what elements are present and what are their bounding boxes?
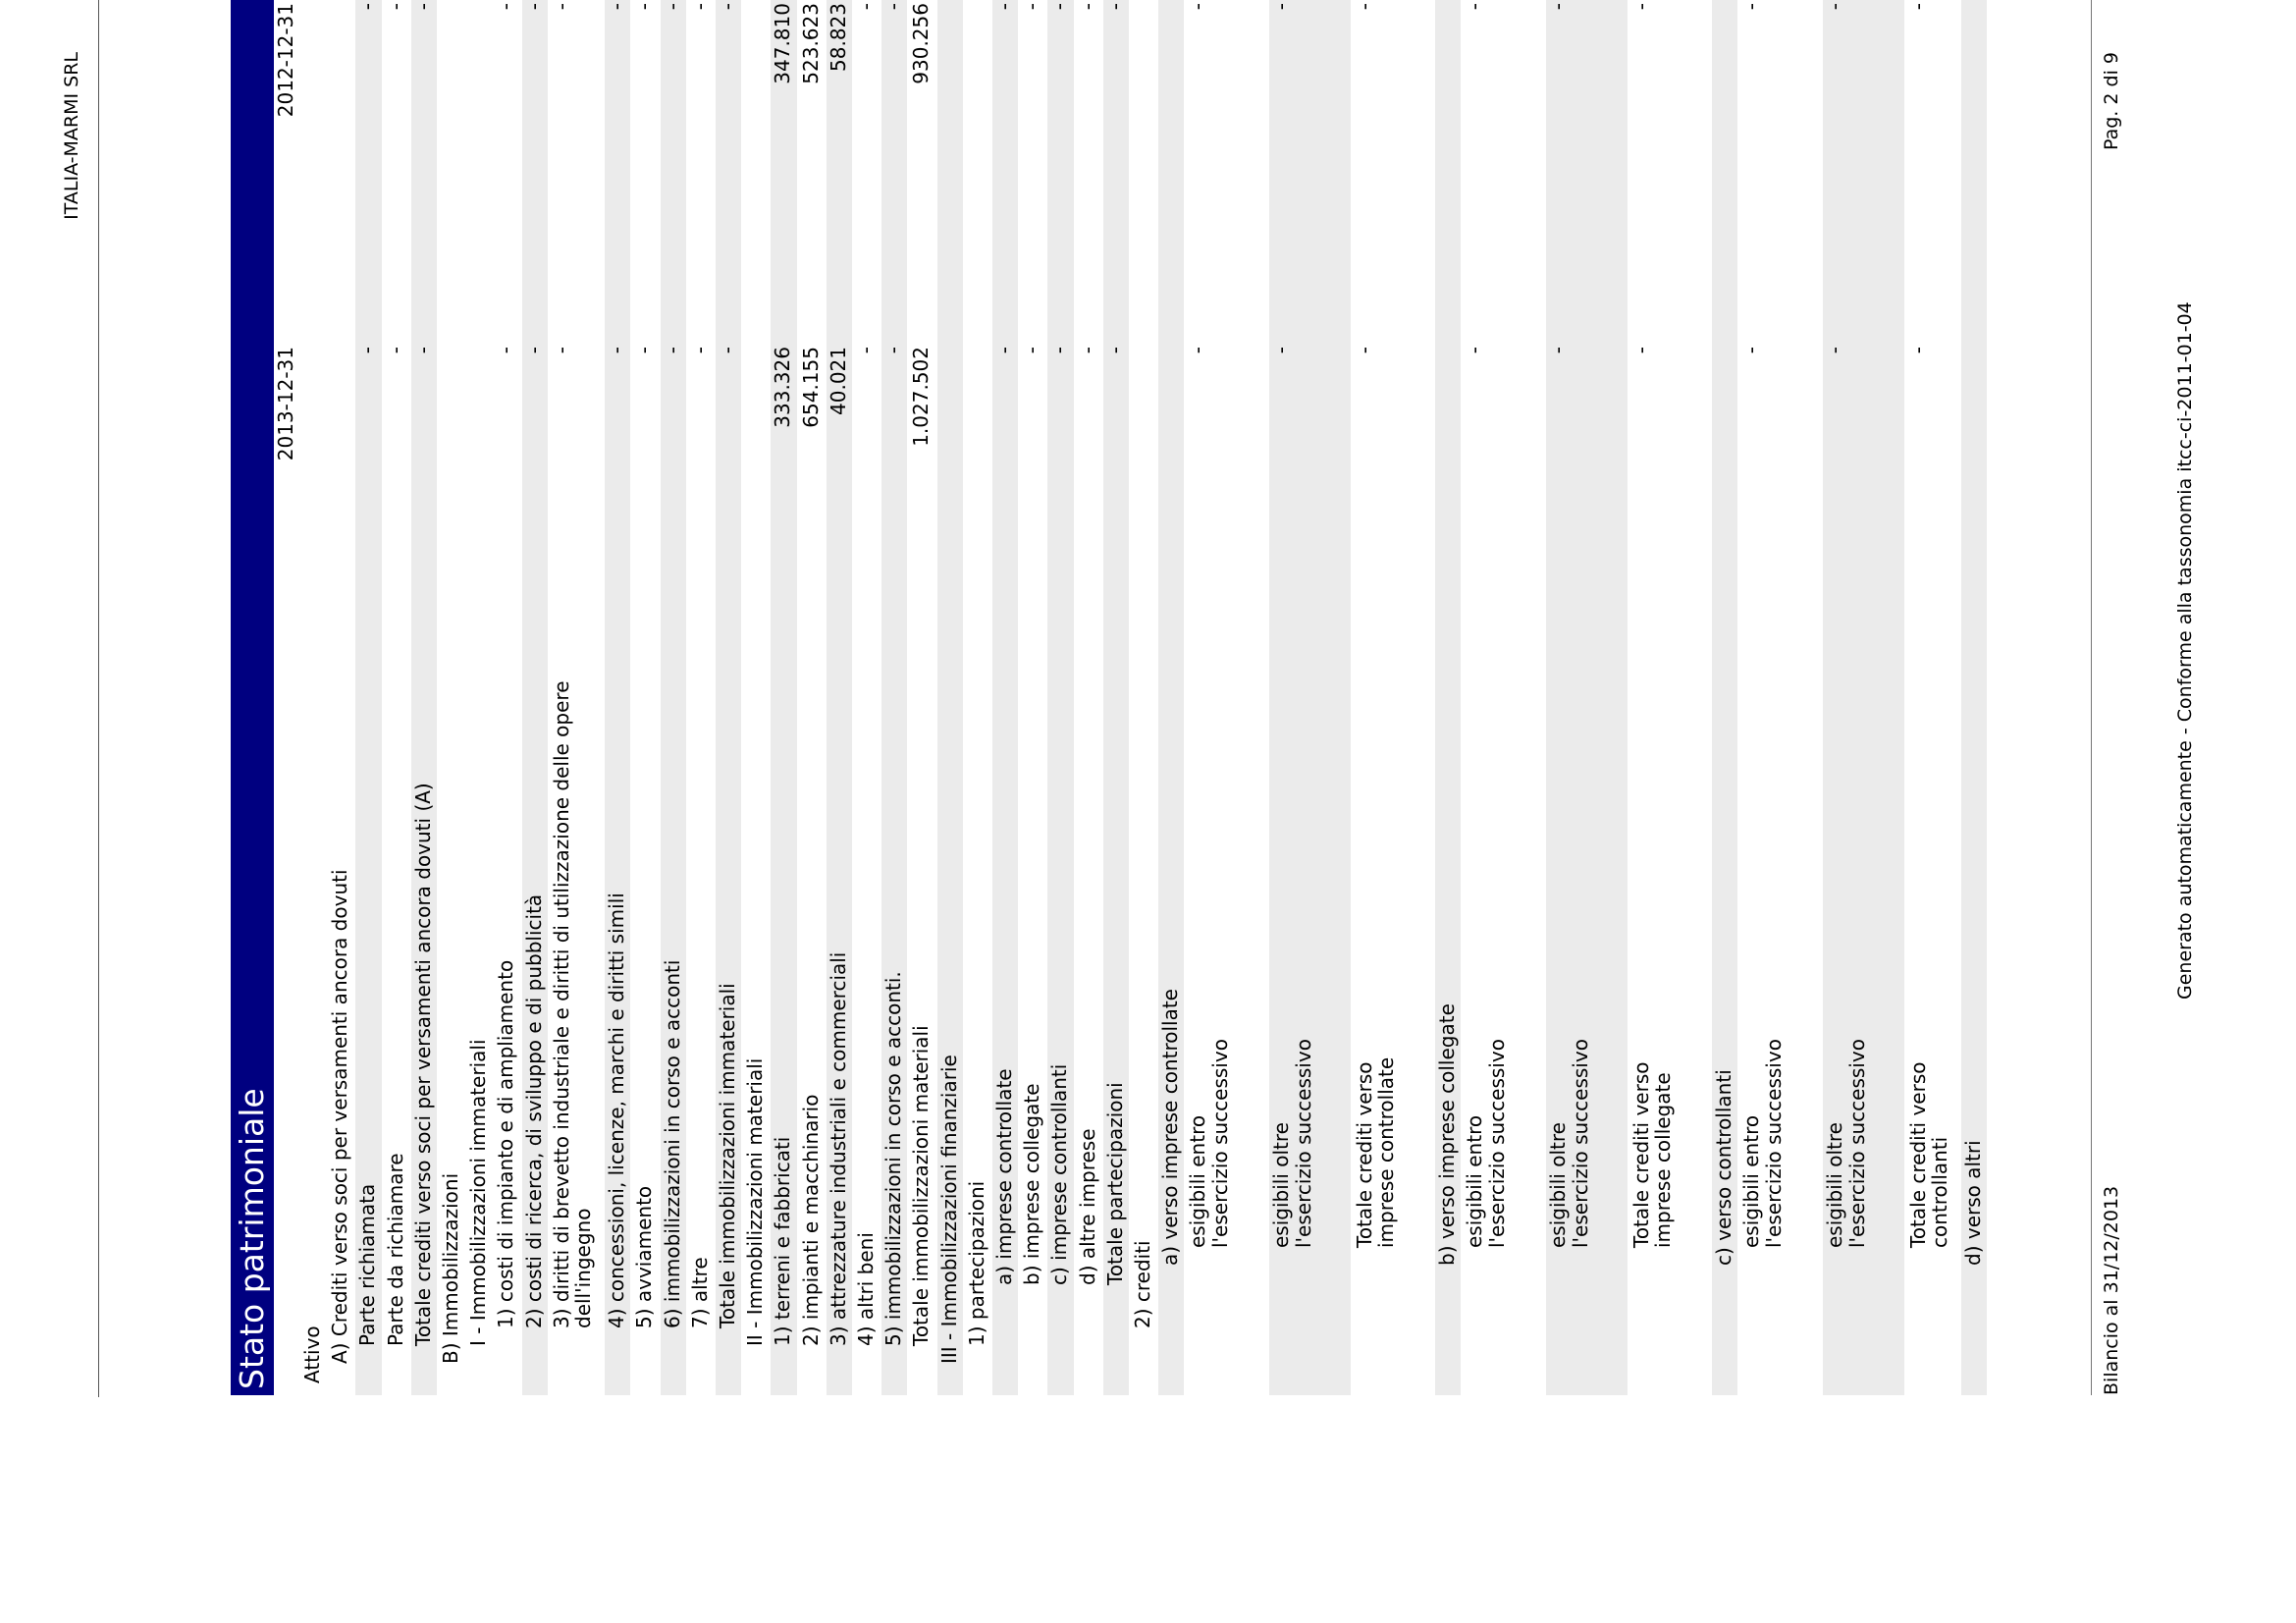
- row-value-2012: -: [632, 3, 657, 11]
- row-label: 7) altre: [687, 1257, 712, 1328]
- row-value-2013: -: [1352, 347, 1376, 354]
- row-value-2013: -: [687, 347, 712, 354]
- row-value-2013: 333.326: [771, 347, 795, 428]
- row-label: a) verso imprese controllate: [1158, 989, 1183, 1266]
- row-label: Totale crediti verso controllanti: [1905, 1061, 1952, 1248]
- row-value-2012: -: [549, 3, 573, 11]
- row-label: 2) costi di ricerca, di sviluppo e di pubblicità: [521, 893, 546, 1328]
- footer-rule: [2091, 0, 2092, 1395]
- row-value-2013: 654.155: [798, 347, 823, 428]
- row-label: Totale immobilizzazioni materiali: [909, 1025, 934, 1346]
- row-label: 4) altri beni: [854, 1232, 878, 1346]
- row-value-2013: -: [355, 347, 380, 354]
- section-title: Stato patrimoniale: [233, 1088, 271, 1389]
- row-value-2013: -: [1823, 347, 1846, 354]
- row-label: 5) avviamento: [632, 1185, 657, 1328]
- row-label: A) Crediti verso soci per versamenti ancora dovuti: [328, 869, 352, 1364]
- row-label: d) verso altri: [1961, 1140, 1985, 1266]
- row-value-2013: -: [716, 347, 739, 354]
- row-value-2012: -: [660, 3, 684, 11]
- row-value-2013: -: [660, 347, 684, 354]
- row-value-2013: -: [1905, 347, 1930, 354]
- row-value-2013: -: [992, 347, 1016, 354]
- row-label: 2) crediti: [1131, 1240, 1154, 1328]
- row-value-2012: -: [1629, 3, 1653, 11]
- row-label: a) imprese controllate: [992, 1068, 1016, 1285]
- row-label: Totale crediti verso imprese controllate: [1352, 1056, 1399, 1248]
- row-value-2012: -: [1546, 3, 1570, 11]
- row-label: Totale partecipazioni: [1102, 1082, 1127, 1285]
- row-value-2012: -: [1269, 3, 1293, 11]
- row-label: esigibili entro l'esercizio successivo: [1739, 1039, 1786, 1248]
- row-label: c) imprese controllanti: [1047, 1063, 1072, 1285]
- row-label: Attivo: [300, 1325, 324, 1383]
- row-value-2012: 58.823: [826, 3, 850, 72]
- row-label: II - Immobilizzazioni materiali: [743, 1057, 768, 1346]
- row-value-2012: -: [716, 3, 739, 11]
- row-label: 1) terreni e fabbricati: [771, 1136, 795, 1346]
- row-label: esigibili entro l'esercizio successivo: [1186, 1039, 1232, 1248]
- row-label: 3) attrezzature industriali e commerciali: [826, 951, 850, 1346]
- company-name: ITALIA-MARMI SRL: [61, 52, 82, 220]
- row-value-2012: -: [355, 3, 380, 11]
- row-value-2013: -: [1463, 347, 1487, 354]
- row-label: Totale immobilizzazioni immateriali: [716, 983, 739, 1328]
- row-value-2012: -: [1463, 3, 1487, 11]
- row-label: 5) immobilizzazioni in corso e acconti.: [881, 971, 906, 1346]
- row-value-2012: -: [1020, 3, 1044, 11]
- row-value-2012: -: [521, 3, 546, 11]
- row-value-2012: 523.623: [798, 3, 823, 84]
- row-value-2013: -: [1186, 347, 1210, 354]
- row-label: 2) impianti e macchinario: [798, 1094, 823, 1346]
- row-label: esigibili oltre l'esercizio successivo: [1546, 1039, 1592, 1248]
- row-label: esigibili entro l'esercizio successivo: [1463, 1039, 1509, 1248]
- row-value-2013: 1.027.502: [909, 347, 934, 447]
- row-value-2013: -: [521, 347, 546, 354]
- row-label: b) verso imprese collegate: [1435, 1003, 1460, 1266]
- row-value-2012: -: [1905, 3, 1930, 11]
- row-label: Parte da richiamare: [383, 1153, 407, 1346]
- row-value-2013: -: [549, 347, 573, 354]
- row-label: 3) diritti di brevetto industriale e diritti di utilizzazione delle opere dell'ingegno: [549, 680, 596, 1328]
- row-value-2013: -: [1269, 347, 1293, 354]
- row-value-2013: -: [1546, 347, 1570, 354]
- row-label: Parte richiamata: [355, 1183, 380, 1346]
- row-value-2013: 40.021: [826, 347, 850, 415]
- row-value-2013: -: [1020, 347, 1044, 354]
- row-value-2013: -: [1075, 347, 1099, 354]
- row-value-2012: -: [383, 3, 407, 11]
- row-value-2012: -: [1186, 3, 1210, 11]
- row-label: Totale crediti verso imprese collegate: [1629, 1061, 1676, 1248]
- footer-center: Generato automaticamente - Conforme alla tassonomia itcc-ci-2011-01-04: [2174, 301, 2196, 1000]
- row-label: d) altre imprese: [1075, 1128, 1099, 1285]
- column-header-2013: 2013-12-31: [274, 347, 297, 461]
- row-value-2012: -: [1075, 3, 1099, 11]
- row-value-2012: -: [605, 3, 629, 11]
- row-label: B) Immobilizzazioni: [439, 1172, 462, 1364]
- row-label: 6) immobilizzazioni in corso e acconti: [660, 959, 684, 1328]
- row-value-2012: -: [1823, 3, 1846, 11]
- row-value-2013: -: [1047, 347, 1072, 354]
- column-header-2012: 2012-12-31: [274, 3, 297, 118]
- footer-left: Bilancio al 31/12/2013: [2101, 1185, 2122, 1395]
- row-value-2012: -: [687, 3, 712, 11]
- row-value-2013: -: [854, 347, 878, 354]
- row-value-2013: -: [881, 347, 906, 354]
- row-label: b) imprese collegate: [1020, 1083, 1044, 1285]
- row-value-2012: 347.810: [771, 3, 795, 84]
- row-label: Totale crediti verso soci per versamenti ancora dovuti (A): [410, 783, 435, 1346]
- row-value-2012: -: [1352, 3, 1376, 11]
- row-label: 4) concessioni, licenze, marchi e diritti simili: [605, 893, 629, 1328]
- row-label: I - Immobilizzazioni immateriali: [466, 1039, 491, 1346]
- row-value-2013: -: [605, 347, 629, 354]
- row-label: esigibili oltre l'esercizio successivo: [1269, 1039, 1315, 1248]
- row-label: 1) partecipazioni: [964, 1180, 988, 1346]
- row-value-2012: -: [1102, 3, 1127, 11]
- row-value-2013: -: [410, 347, 435, 354]
- row-value-2012: -: [410, 3, 435, 11]
- row-value-2013: -: [494, 347, 518, 354]
- row-value-2013: -: [1102, 347, 1127, 354]
- footer-page: Pag. 2 di 9: [2101, 52, 2122, 150]
- row-value-2013: -: [383, 347, 407, 354]
- row-value-2012: -: [881, 3, 906, 11]
- row-value-2012: 930.256: [909, 3, 934, 84]
- row-value-2013: -: [1629, 347, 1653, 354]
- row-value-2013: -: [632, 347, 657, 354]
- row-label: c) verso controllanti: [1712, 1069, 1736, 1266]
- row-label: 1) costi di impianto e di ampliamento: [494, 959, 518, 1328]
- row-label: III - Immobilizzazioni finanziarie: [936, 1055, 961, 1364]
- row-value-2012: -: [1047, 3, 1072, 11]
- row-value-2012: -: [854, 3, 878, 11]
- row-value-2012: -: [494, 3, 518, 11]
- row-value-2012: -: [1739, 3, 1764, 11]
- row-value-2013: -: [1739, 347, 1764, 354]
- row-value-2012: -: [992, 3, 1016, 11]
- row-label: esigibili oltre l'esercizio successivo: [1823, 1039, 1869, 1248]
